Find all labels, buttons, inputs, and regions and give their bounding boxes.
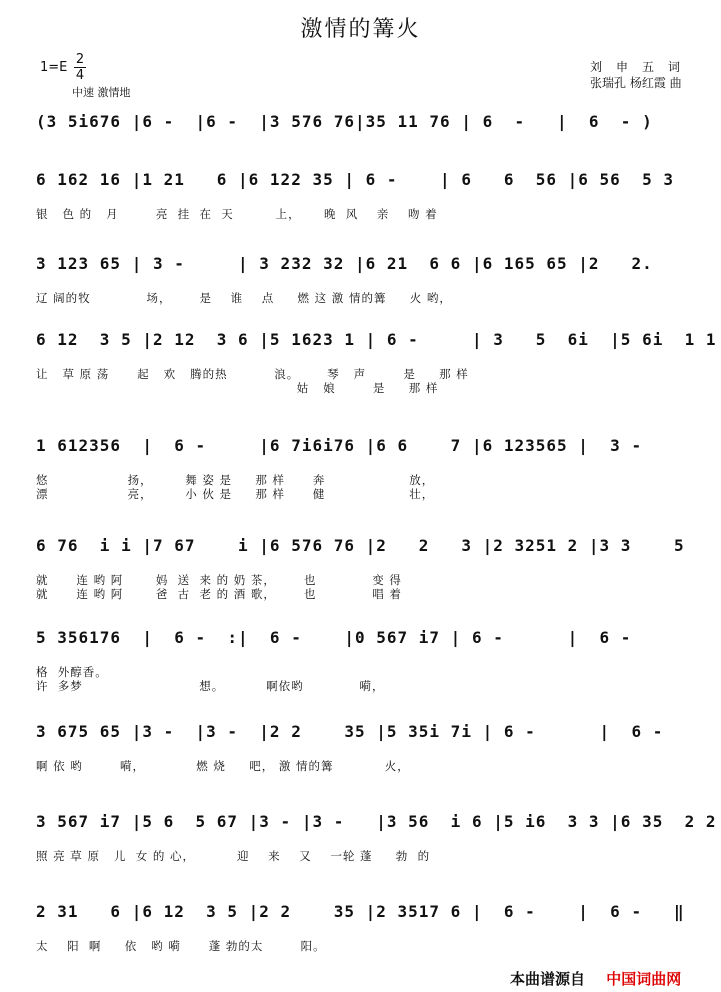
notation-line: 1 612356 | 6 - |6 7i6i76 |6 6 7 |6 123565 | 3 - bbox=[36, 436, 643, 455]
lyric-line: 辽 阔的牧 场， 是 谁 点 燃 这 激 情的篝 火 哟， bbox=[36, 291, 452, 305]
lyric-line: 啊 依 哟 嗬， 燃 烧 吧， 激 情的篝 火， bbox=[36, 759, 410, 773]
notation-line: 5 356176 | 6 - :| 6 - |0 567 i7 | 6 - | 6 - bbox=[36, 628, 632, 647]
meter-top: 2 bbox=[75, 52, 85, 67]
notation-line: 6 76 i i |7 67 i |6 576 76 |2 2 3 |2 3251 2 |3 3 5 bbox=[36, 536, 685, 555]
lyric-line: 格 外醇香。 bbox=[36, 665, 108, 679]
notation-line: 6 12 3 5 |2 12 3 6 |5 1623 1 | 6 - | 3 5 6i |5 6i 1 1 bbox=[36, 330, 717, 349]
lyric-line: 就 连 哟 阿 妈 送 来 的 奶 茶， 也 变 得 bbox=[36, 573, 402, 587]
footer-source: 本曲谱源自 bbox=[510, 970, 586, 988]
lyric-line: 让 草 原 荡 起 欢 腾的热 浪。 琴 声 是 那 样 bbox=[36, 367, 469, 381]
footer bbox=[510, 968, 681, 989]
time-signature bbox=[74, 52, 86, 83]
notation-line: (3 5i676 |6 - |6 - |3 576 76|35 11 76 | 6 - | 6 - ) bbox=[36, 112, 653, 131]
lyric-line: 许 多梦 想。 啊依哟 嗬， bbox=[36, 679, 385, 693]
lyric-line: 照 亮 草 原 儿 女 的 心， 迎 来 又 一轮 蓬 勃 的 bbox=[36, 849, 431, 863]
lyric-line: 漂 亮， 小 伙 是 那 样 健 壮， bbox=[36, 487, 435, 501]
tempo-marking: 中速 激情地 bbox=[72, 86, 131, 99]
song-title: 激情的篝火 bbox=[300, 17, 421, 42]
notation-line: 3 675 65 |3 - |3 - |2 2 35 |5 35i 7i | 6 - | 6 - bbox=[36, 722, 664, 741]
footer-site: 中国词曲网 bbox=[606, 970, 682, 988]
notation-line: 6 162 16 |1 21 6 |6 122 35 | 6 - | 6 6 56 |6 56 5 3 bbox=[36, 170, 674, 189]
lyric-line: 悠 扬， 舞 姿 是 那 样 奔 放， bbox=[36, 473, 435, 487]
lyricist-credit: 刘申五词 bbox=[590, 60, 695, 74]
lyric-line: 就 连 哟 阿 爸 古 老 的 酒 歌， 也 唱 着 bbox=[36, 587, 402, 601]
notation-line: 2 31 6 |6 12 3 5 |2 2 35 |2 3517 6 | 6 - | 6 - ‖ bbox=[36, 902, 685, 921]
composer-credit: 张瑞孔 杨红霞 曲 bbox=[590, 76, 682, 90]
lyric-line: 银 色 的 月 亮 挂 在 天 上， 晚 风 亲 吻 着 bbox=[36, 207, 438, 221]
notation-line: 3 567 i7 |5 6 5 67 |3 - |3 - |3 56 i 6 |5 i6 3 3 |6 35 2 2 bbox=[36, 812, 717, 831]
lyric-line: 姑 娘 是 那 样 bbox=[36, 381, 439, 395]
meter-bottom: 4 bbox=[75, 68, 85, 83]
key-signature: 1=E bbox=[40, 60, 68, 75]
lyric-line: 太 阳 啊 依 哟 嗬 蓬 勃的太 阳。 bbox=[36, 939, 326, 953]
notation-line: 3 123 65 | 3 - | 3 232 32 |6 21 6 6 |6 165 65 |2 2. bbox=[36, 254, 653, 273]
